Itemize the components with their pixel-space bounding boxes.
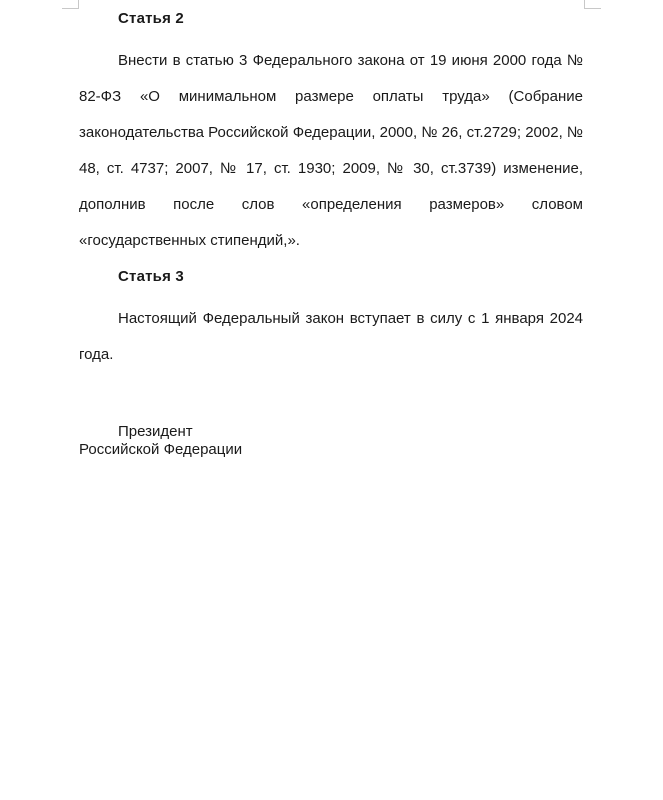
signature-title: Президент <box>118 423 193 440</box>
document-body <box>79 7 583 459</box>
article-3-heading: Статья 3 <box>118 268 184 285</box>
article-3-text: Настоящий Федеральный закон вступает в силу с 1 января 2024 года. <box>79 310 583 363</box>
article-2-text: Внести в статью 3 Федерального закона от 19 июня 2000 года № 82-ФЗ «О минимальном размере оплаты труда» (Собрание законодательства Российской Федерации, 2000, № 26, ст.2729; 2002, № 48, ст. 4737; 2007, № 17, ст. 1930; 2009, № 30, ст.3739) изменение, дополнив после слов «определения размеров» словом «государственных стипендий,». <box>79 52 583 249</box>
signature-organization: Российской Федерации <box>79 441 243 458</box>
page-corner-mark-right <box>584 0 601 9</box>
article-2-heading: Статья 2 <box>118 10 184 27</box>
signature-block <box>79 423 583 459</box>
page-corner-mark-left <box>62 0 79 9</box>
